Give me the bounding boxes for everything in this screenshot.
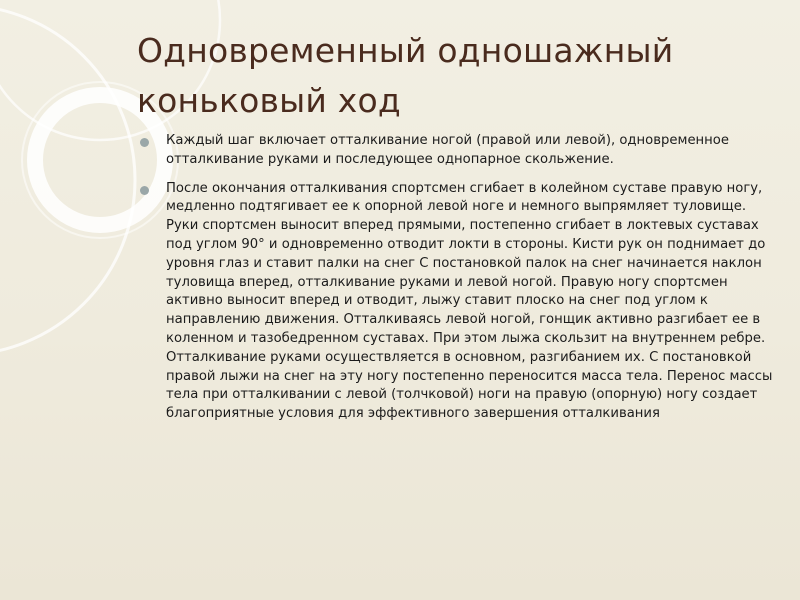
bullet-text: Каждый шаг включает отталкивание ногой (правой или левой), одновременное отталкивание руками и последующее однопарное скольжение.: [166, 133, 729, 167]
bullet-dot-icon: [140, 186, 149, 195]
decor-ring-large: [0, 5, 135, 355]
bullet-list: [140, 132, 780, 434]
bullet-text: После окончания отталкивания спортсмен сгибает в колейном суставе правую ногу, медленно подтягивает ее к опорной левой ноге и немного выпрямляет туловище. Руки спортсмен выносит вперед прямыми, постепенно сгибает в локтевых суставах под углом 90° и одновременно отводит локти в стороны. Кисти рук он поднимает до уровня глаз и ставит палки на снег С постановкой палок на снег начинается наклон туловища вперед, отталкивание руками и левой ногой. Правую ногу спортсмен активно выносит вперед и отводит, лыжу ставит плоско на снег под углом к направлению движения. Отталкиваясь левой ногой, гонщик активно разгибает ее в коленном и тазобедренном суставах. При этом лыжа скользит на внутреннем ребре. Отталкивание руками осуществляется в основном, разгибанием их. С постановкой правой лыжи на снег на эту ногу постепенно переносится масса тела. Перенос массы тела при отталкивании с левой (толчковой) ноги на правую (опорную) ногу создает благоприятные условия для эффективного завершения отталкивания: [166, 180, 773, 422]
bullet-dot-icon: [140, 138, 149, 147]
bullet-item: [140, 132, 780, 170]
bullet-item: [140, 180, 780, 424]
slide-title: Одновременный одношажный коньковый ход: [137, 31, 674, 120]
